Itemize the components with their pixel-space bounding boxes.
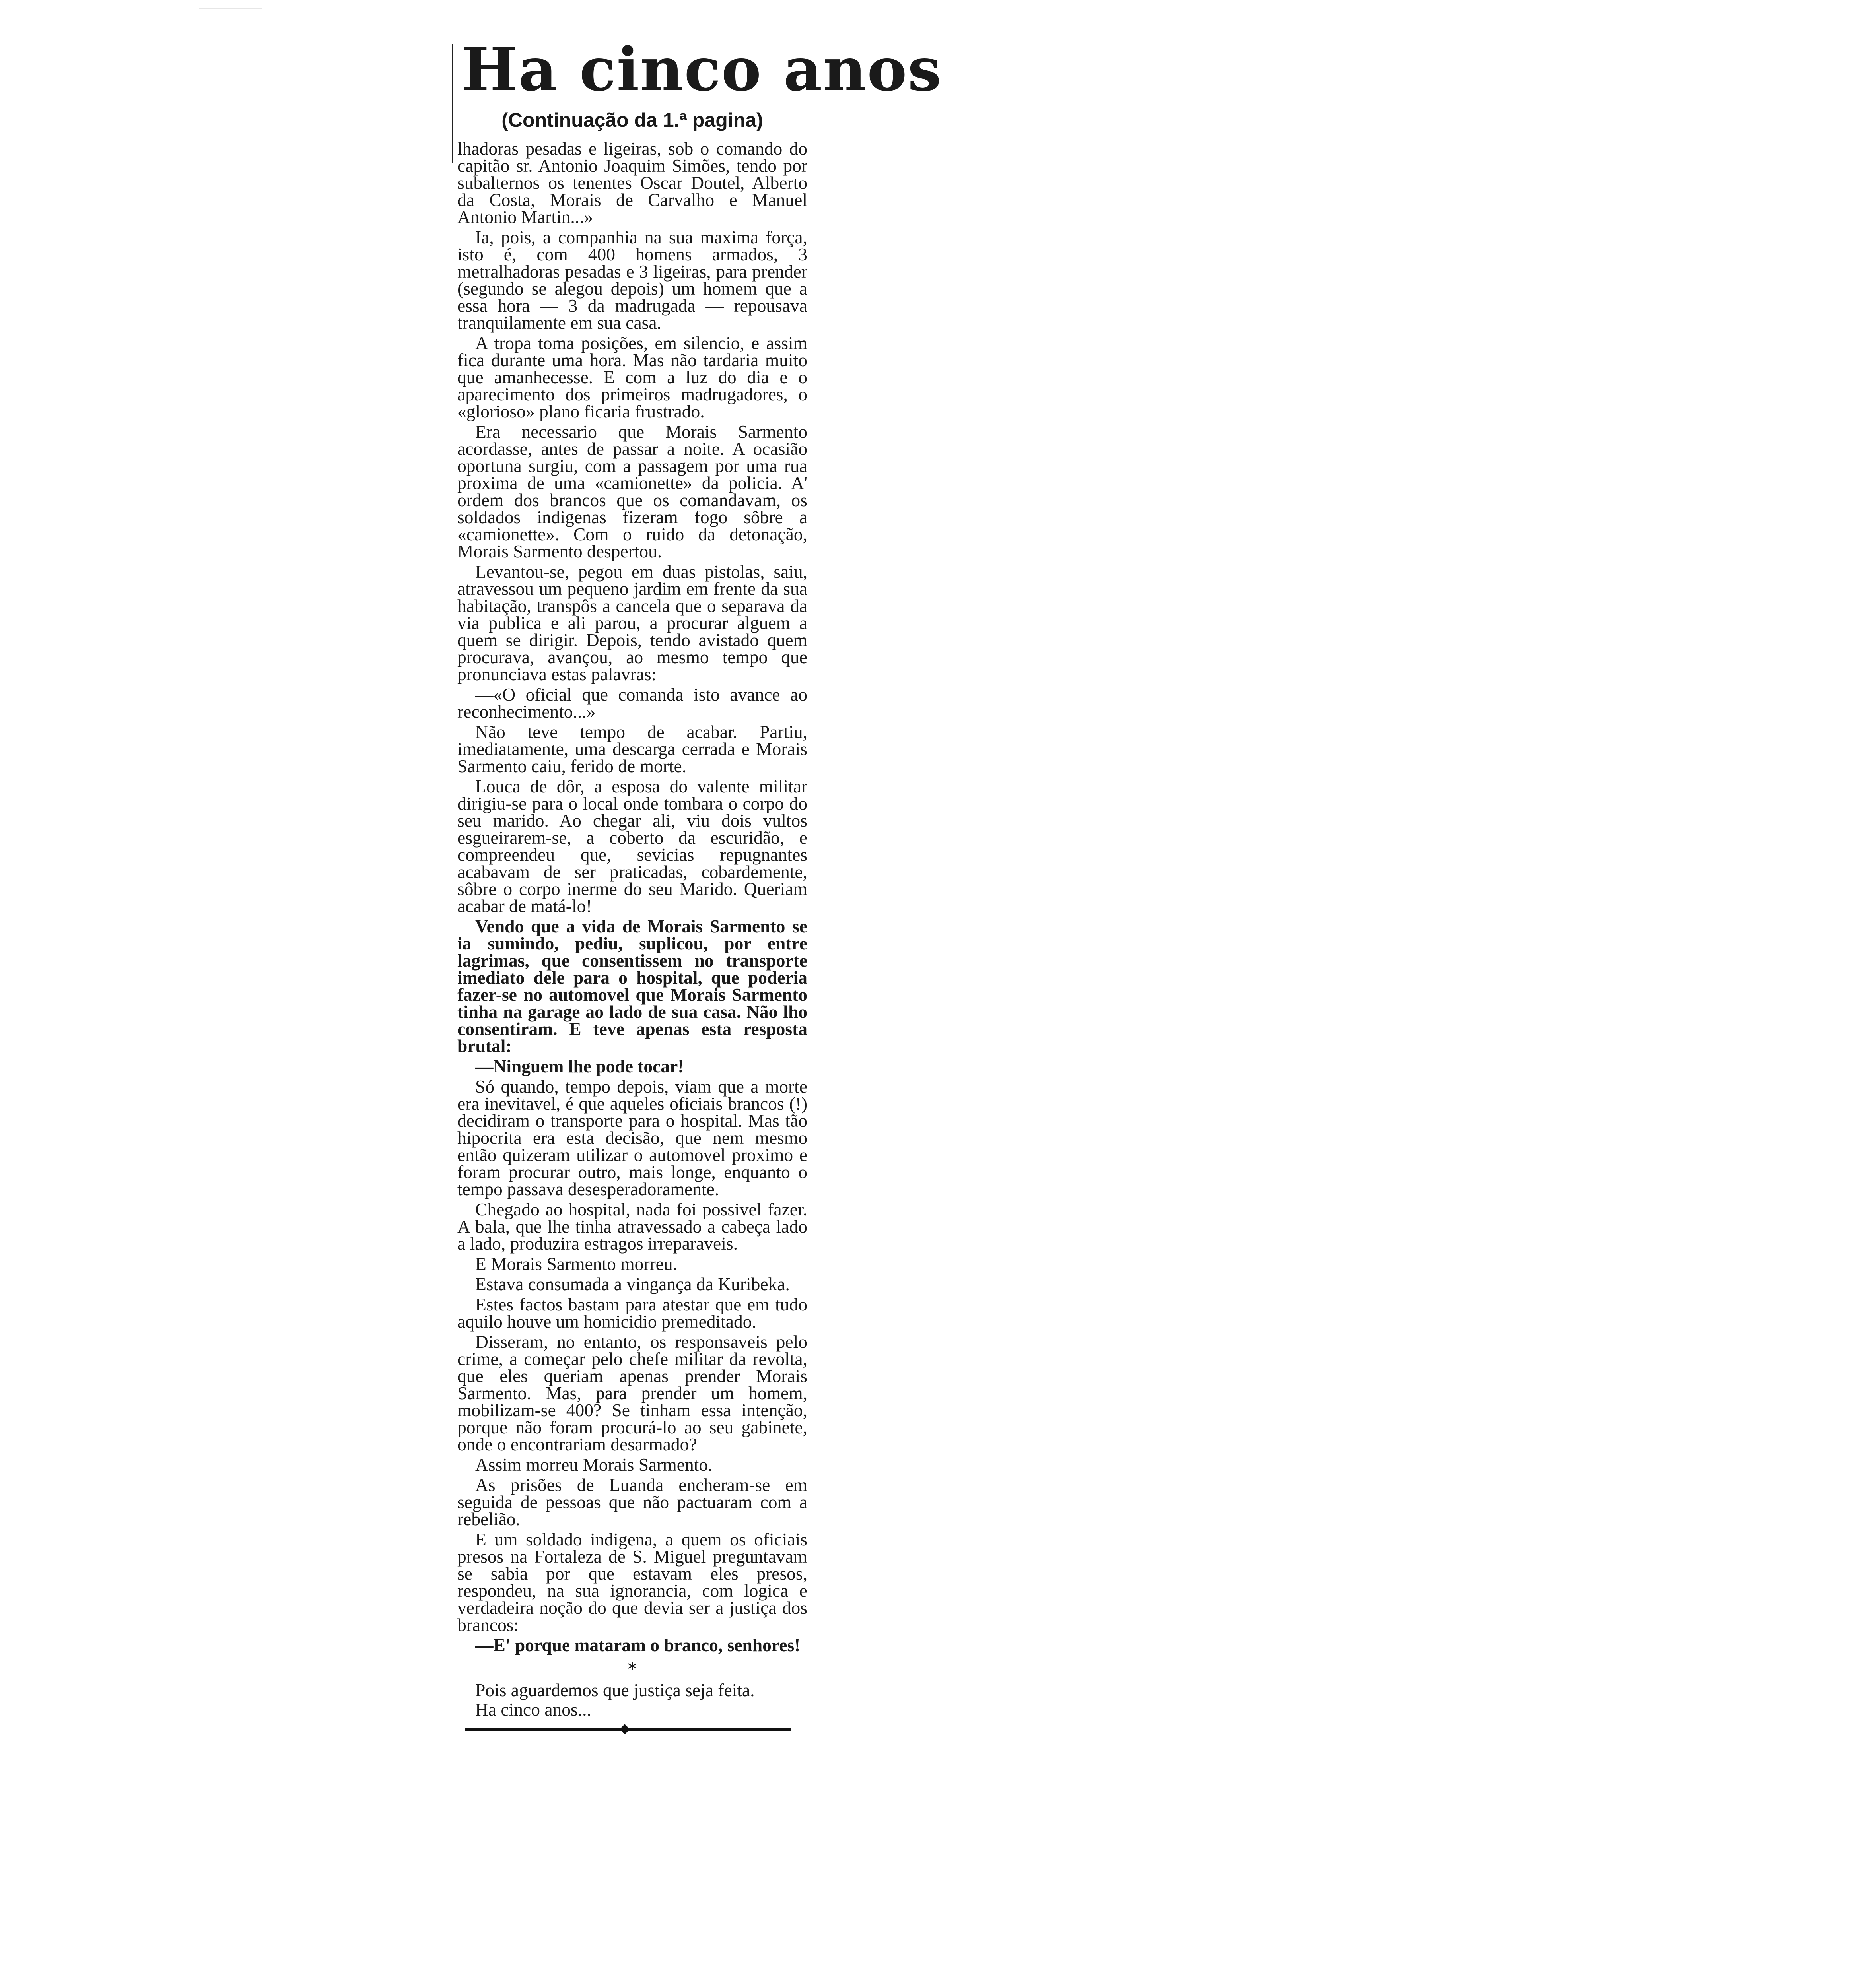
article-body (457, 140, 807, 1654)
paragraph-17: Assim morreu Morais Sarmento. (475, 1454, 713, 1475)
paragraph-9: Vendo que a vida de Morais Sarmento se ia sumindo, pediu, suplicou, por entre lagrimas, que consentissem no transporte imediato dele para o hospital, que poderia fazer-se no automovel que Morais Sarmento tinha na garage ao lado de sua casa. Não lho consentiram. E teve apenas esta resposta brutal: (457, 916, 807, 1056)
column-rule (452, 44, 453, 163)
section-separator: * (628, 1658, 637, 1681)
article-subtitle: (Continuação da 1.ª pagina) (501, 109, 763, 131)
paragraph-12: Chegado ao hospital, nada foi possivel fazer. A bala, que lhe tinha atravessado a cabeça lado a lado, produzira estragos irreparaveis. (457, 1199, 807, 1254)
paragraph-1: lhadoras pesadas e ligeiras, sob o comando do capitão sr. Antonio Joaquim Simões, tendo por subalternos os tenentes Oscar Doutel, Alberto da Costa, Morais de Carvalho e Manuel Antonio Martin...» (457, 138, 807, 227)
article-column (457, 35, 942, 1731)
end-rule-ornament (620, 1724, 630, 1734)
paragraph-10: —Ninguem lhe pode tocar! (475, 1056, 684, 1076)
paragraph-6: —«O oficial que comanda isto avance ao reconhecimento...» (457, 684, 807, 722)
paragraph-4: Era necessario que Morais Sarmento acordasse, antes de passar a noite. A ocasião oportuna surgiu, com a passagem por uma rua proxima de uma «camionette» da policia. A' ordem dos brancos que os comandavam, os soldados indigenas fizeram fogo sôbre a «camionette». Com o ruido da detonação, Morais Sarmento despertou. (457, 421, 807, 561)
article-headline: Ha cinco anos (461, 35, 942, 105)
paragraph-7: Não teve tempo de acabar. Partiu, imediatamente, uma descarga cerrada e Morais Sarmento caiu, ferido de morte. (457, 722, 807, 776)
paragraph-5: Levantou-se, pegou em duas pistolas, saiu, atravessou um pequeno jardim em frente da sua habitação, transpôs a cancela que o separava da via publica e ali parou, a procurar alguem a quem se dirigir. Depois, tendo avistado quem procurava, avançou, ao mesmo tempo que pronunciava estas palavras: (457, 561, 807, 684)
paragraph-8: Louca de dôr, a esposa do valente militar dirigiu-se para o local onde tombara o corpo do seu marido. Ao chegar ali, viu dois vultos esgueirarem-se, a coberto da escuridão, e compreendeu que, sevicias repugnantes acabavam de ser praticadas, cobardemente, sôbre o corpo inerme do seu Marido. Queriam acabar de matá-lo! (457, 776, 807, 916)
paragraph-3: A tropa toma posições, em silencio, e assim fica durante uma hora. Mas não tardaria muito que amanhecesse. E com a luz do dia e o aparecimento dos primeiros madrugadores, o «glorioso» plano ficaria frustrado. (457, 333, 807, 421)
paragraph-19: E um soldado indigena, a quem os oficiais presos na Fortaleza de S. Miguel preguntavam se sabia por que estavam eles presos, respondeu, na sua ignorancia, com logica e verdadeira noção do que devia ser a justiça dos brancos: (457, 1529, 807, 1635)
paragraph-11: Só quando, tempo depois, viam que a morte era inevitavel, é que aqueles oficiais brancos (!) decidiram o transporte para o hospital. Mas tão hipocrita era esta decisão, que nem mesmo então quizeram utilizar o automovel proximo e foram procurar outro, mais longe, enquanto o tempo passava desesperadoramente. (457, 1076, 807, 1199)
paragraph-18: As prisões de Luanda encheram-se em seguida de pessoas que não pactuaram com a rebelião. (457, 1475, 807, 1529)
paragraph-15: Estes factos bastam para atestar que em tudo aquilo houve um homicidio premeditado. (457, 1294, 807, 1332)
article-closing (457, 1681, 807, 1718)
paragraph-20: —E' porque mataram o branco, senhores! (475, 1635, 801, 1655)
end-rule (465, 1728, 791, 1731)
page-edge-mark (199, 8, 262, 9)
closing-line-2: Ha cinco anos... (475, 1699, 591, 1720)
paragraph-2: Ia, pois, a companhia na sua maxima força, isto é, com 400 homens armados, 3 metralhadoras pesadas e 3 ligeiras, para prender (segundo se alegou depois) um homem que a essa hora — 3 da madrugada — repousava tranquilamente em sua casa. (457, 227, 807, 333)
closing-line-1: Pois aguardemos que justiça seja feita. (475, 1680, 755, 1700)
paragraph-16: Disseram, no entanto, os responsaveis pelo crime, a começar pelo chefe militar da revolta, que eles queriam apenas prender Morais Sarmento. Mas, para prender um homem, mobilizam-se 400? Se tinham essa intenção, porque não foram procurá-lo ao seu gabinete, onde o encontrariam desarmado? (457, 1332, 807, 1454)
paragraph-13: E Morais Sarmento morreu. (475, 1254, 677, 1274)
paragraph-14: Estava consumada a vingança da Kuribeka. (475, 1274, 790, 1294)
